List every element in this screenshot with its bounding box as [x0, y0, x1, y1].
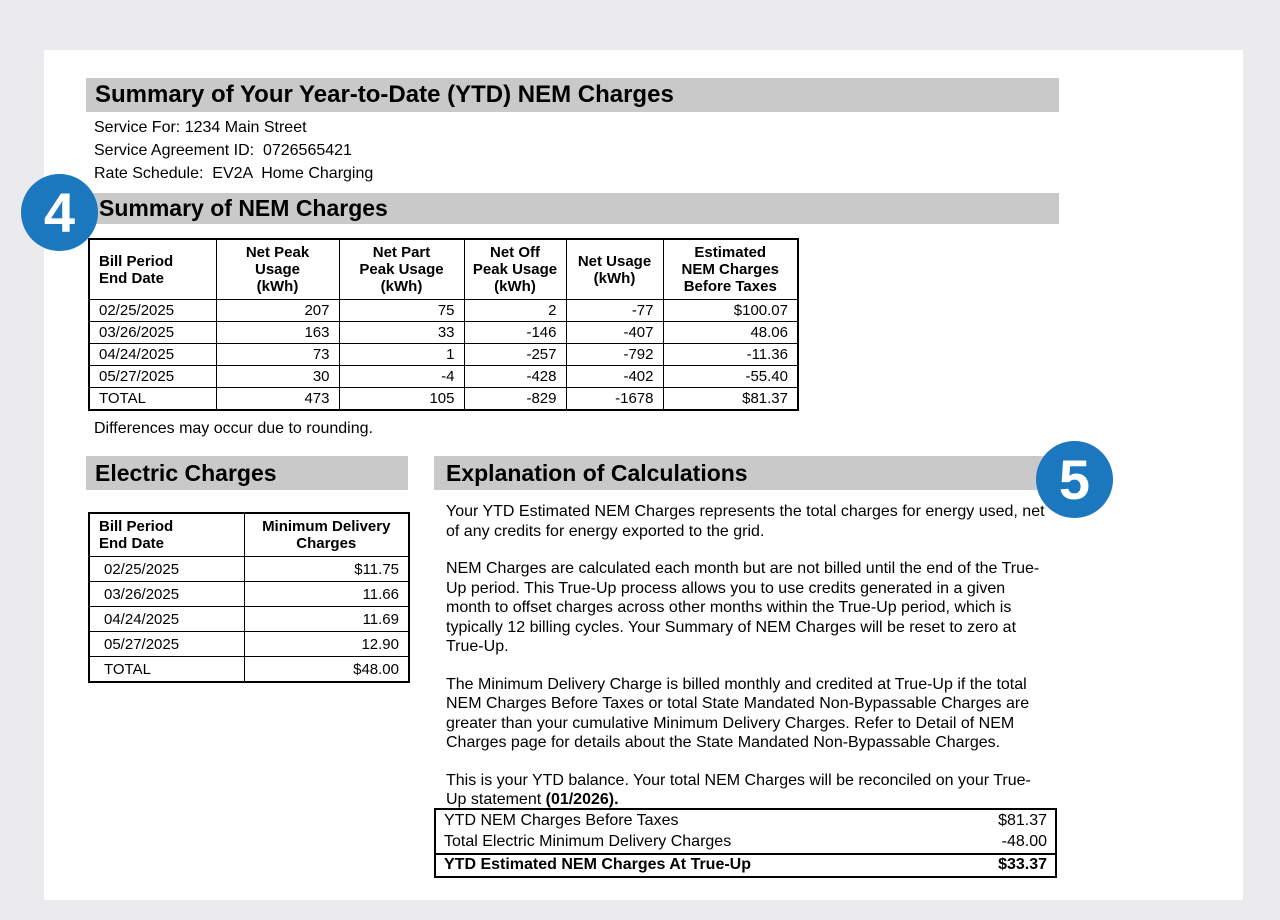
totals-row	[436, 810, 1055, 831]
value-cell: 473	[216, 388, 339, 411]
electric-charges-table	[88, 512, 410, 683]
value-cell: -4	[339, 366, 464, 388]
value-cell: $11.75	[244, 557, 409, 582]
table-row	[89, 607, 409, 632]
bill-period-cell: 04/24/2025	[89, 607, 244, 632]
bill-period-cell: 04/24/2025	[89, 344, 216, 366]
ytd-totals-box	[434, 808, 1057, 878]
column-header: Net Peak Usage (kWh)	[216, 239, 339, 300]
explanation-paragraph: The Minimum Delivery Charge is billed monthly and credited at True-Up if the total NEM Charges Before Taxes or total State Mandated Non-Bypassable Charges are greater than your cumulative Minimum Delivery Charges. Refer to Detail of NEM Charges page for details about the State Mandated Non-Bypassable Charges.	[446, 675, 1030, 751]
value-cell: 163	[216, 322, 339, 344]
table-row	[89, 344, 798, 366]
value-cell: $48.00	[244, 657, 409, 683]
value-cell: -77	[566, 300, 663, 322]
bill-period-cell: 02/25/2025	[89, 300, 216, 322]
section-title-electric-charges: Electric Charges	[86, 456, 408, 490]
value-cell: -11.36	[663, 344, 798, 366]
column-header: Minimum Delivery Charges	[244, 513, 409, 557]
nem-charges-table	[88, 238, 799, 411]
table-row	[89, 657, 409, 683]
value-cell: -55.40	[663, 366, 798, 388]
value-cell: 1	[339, 344, 464, 366]
bill-period-cell: TOTAL	[89, 657, 244, 683]
column-header: Net Usage (kWh)	[566, 239, 663, 300]
value-cell: -146	[464, 322, 566, 344]
column-header: Estimated NEM Charges Before Taxes	[663, 239, 798, 300]
value-cell: 75	[339, 300, 464, 322]
service-info-line: Service Agreement ID: 0726565421	[94, 142, 352, 159]
value-cell: -257	[464, 344, 566, 366]
value-cell: $100.07	[663, 300, 798, 322]
bill-period-cell: 05/27/2025	[89, 632, 244, 657]
value-cell: 105	[339, 388, 464, 411]
table-row	[89, 582, 409, 607]
value-cell: -829	[464, 388, 566, 411]
rounding-footnote: Differences may occur due to rounding.	[94, 420, 373, 437]
bill-period-cell: TOTAL	[89, 388, 216, 411]
explanation-paragraph: Your YTD Estimated NEM Charges represents the total charges for energy used, net of any credits for energy exported to the grid.	[446, 503, 1045, 540]
value-cell: 12.90	[244, 632, 409, 657]
column-header: Bill Period End Date	[89, 513, 244, 557]
table-row	[89, 322, 798, 344]
value-cell: -407	[566, 322, 663, 344]
table-row	[89, 632, 409, 657]
table-row	[89, 366, 798, 388]
service-info-line: Rate Schedule: EV2A Home Charging	[94, 165, 374, 182]
totals-value: $81.37	[998, 811, 1047, 829]
callout-badge-4: 4	[21, 174, 98, 251]
value-cell: 30	[216, 366, 339, 388]
column-header: Net Part Peak Usage (kWh)	[339, 239, 464, 300]
table-header-row	[89, 239, 798, 300]
column-header: Bill Period End Date	[89, 239, 216, 300]
table-row	[89, 300, 798, 322]
value-cell: -1678	[566, 388, 663, 411]
column-header: Net Off Peak Usage (kWh)	[464, 239, 566, 300]
explanation-paragraph: This is your YTD balance. Your total NEM Charges will be reconciled on your True-Up statement (01/2026).	[446, 771, 1031, 808]
explanation-paragraph: NEM Charges are calculated each month but are not billed until the end of the True-Up period. This True-Up process allows you to use credits generated in a given month to offset charges across other months within the True-Up period, which is typically 12 billing cycles. Your Summary of NEM Charges will be reset to zero at True-Up.	[446, 560, 1040, 655]
value-cell: 73	[216, 344, 339, 366]
totals-value: -48.00	[1001, 832, 1047, 850]
totals-label: YTD Estimated NEM Charges At True-Up	[444, 856, 752, 874]
value-cell: -428	[464, 366, 566, 388]
bill-period-cell: 03/26/2025	[89, 582, 244, 607]
value-cell: 48.06	[663, 322, 798, 344]
service-info-line: Service For: 1234 Main Street	[94, 119, 307, 136]
bill-period-cell: 02/25/2025	[89, 557, 244, 582]
callout-badge-5: 5	[1036, 441, 1113, 518]
value-cell: 11.69	[244, 607, 409, 632]
service-info	[94, 116, 373, 185]
value-cell: 2	[464, 300, 566, 322]
table-header-row	[89, 513, 409, 557]
totals-label: Total Electric Minimum Delivery Charges	[444, 832, 732, 850]
table-row	[89, 388, 798, 411]
totals-row	[436, 831, 1055, 854]
bill-period-cell: 03/26/2025	[89, 322, 216, 344]
explanation-paragraphs	[446, 502, 1050, 828]
value-cell: -402	[566, 366, 663, 388]
value-cell: -792	[566, 344, 663, 366]
bill-period-cell: 05/27/2025	[89, 366, 216, 388]
value-cell: 11.66	[244, 582, 409, 607]
value-cell: $81.37	[663, 388, 798, 411]
totals-row	[436, 855, 1055, 876]
totals-label: YTD NEM Charges Before Taxes	[444, 811, 679, 829]
section-title-explanation: Explanation of Calculations	[434, 456, 1048, 490]
section-title-nem-summary: Summary of NEM Charges	[86, 193, 1059, 224]
totals-value: $33.37	[998, 856, 1047, 874]
value-cell: 33	[339, 322, 464, 344]
table-row	[89, 557, 409, 582]
value-cell: 207	[216, 300, 339, 322]
page-title: Summary of Your Year-to-Date (YTD) NEM Charges	[86, 78, 1059, 112]
